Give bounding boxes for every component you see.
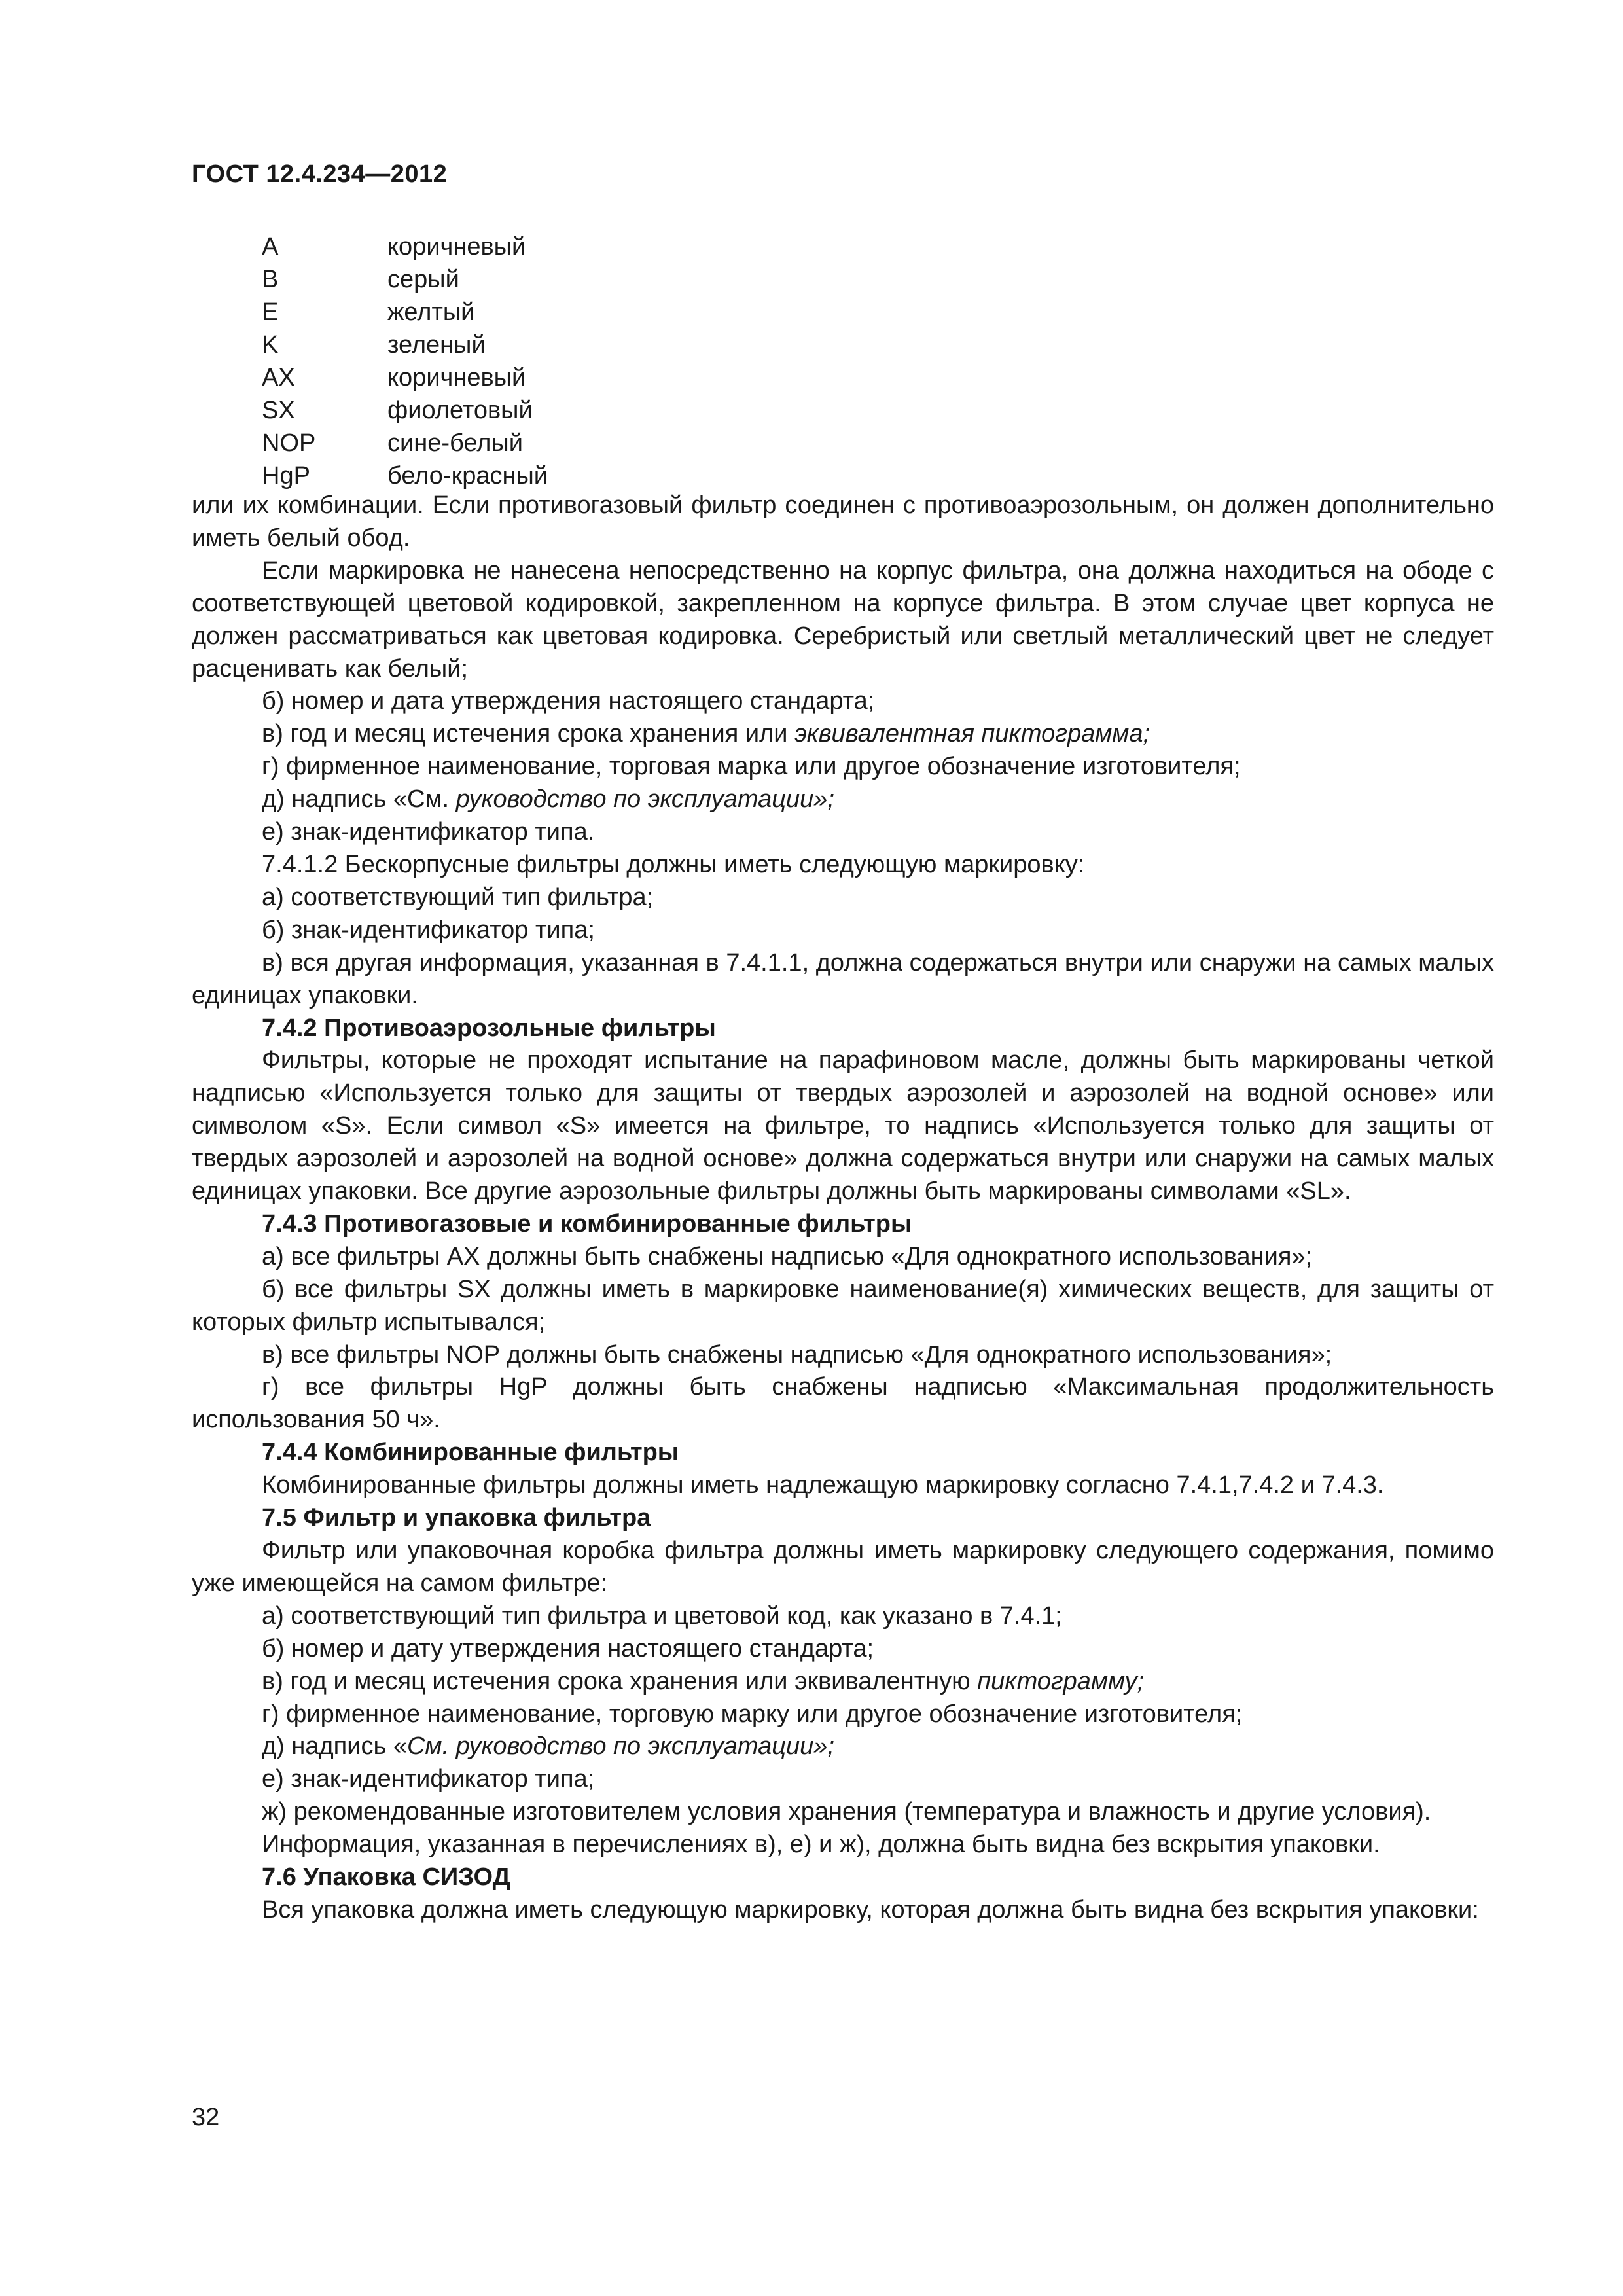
filter-color-name: коричневый: [387, 233, 526, 260]
list-item: г) фирменное наименование, торговая марка или другое обозначение изготовителя;: [262, 753, 1241, 781]
filter-type-code: NOP: [262, 429, 316, 457]
list-item: [192, 1666, 1494, 1698]
color-code-list: [262, 230, 548, 492]
list-item: б) номер и дата утверждения настоящего стандарта;: [262, 687, 875, 715]
paragraph: Фильтры, которые не проходят испытание на парафиновом масле, должны быть маркированы четкой надписью «Используется только для защиты от твердых аэрозолей и аэрозолей на водной основе» или символом «S». Если символ «S» имеется на фильтре, то надпись «Используется только для защиты от твердых аэрозолей и аэрозолей на водной основе» должна содержаться внутри или снаружи на самых малых единицах упаковки. Все другие аэрозольные фильтры должны быть маркированы символами «SL».: [192, 1047, 1494, 1206]
filter-type-code: E: [262, 298, 279, 326]
list-item-italic-text: См. руководство по эксплуатации»;: [406, 1732, 834, 1761]
filter-type-code: AX: [262, 364, 295, 391]
paragraph: Вся упаковка должна иметь следующую маркировку, которая должна быть видна без вскрытия упаковки:: [262, 1895, 1479, 1924]
list-item: [192, 1731, 1494, 1763]
color-code-row: [262, 263, 548, 296]
list-item: а) соответствующий тип фильтра;: [262, 883, 654, 911]
paragraph: Фильтр или упаковочная коробка фильтра должны иметь маркировку следующего содержания, помимо уже имеющейся на самом фильтре:: [192, 1537, 1494, 1597]
section-heading: 7.4.4 Комбинированные фильтры: [262, 1439, 679, 1467]
paragraph: Информация, указанная в перечислениях в), е) и ж), должна быть видна без вскрытия упаковки.: [262, 1831, 1380, 1859]
list-item-text: д) надпись «: [262, 1732, 407, 1761]
list-item-text: в) год и месяц истечения срока хранения или эквивалентную: [262, 1667, 978, 1695]
list-item: в) вся другая информация, указанная в 7.4.1.1, должна содержаться внутри или снаружи на самых малых единицах упаковки.: [192, 948, 1494, 1009]
list-item: е) знак-идентификатор типа;: [262, 1765, 595, 1793]
filter-type-code: A: [262, 233, 279, 260]
page-number: 32: [192, 2104, 220, 2131]
section-heading: 7.4.2 Противоаэрозольные фильтры: [262, 1014, 716, 1042]
filter-type-code: B: [262, 266, 279, 293]
color-code-row: [262, 361, 548, 394]
filter-type-code: K: [262, 331, 279, 359]
list-item-text: в) год и месяц истечения срока хранения или: [262, 720, 795, 748]
section-heading: 7.6 Упаковка СИЗОД: [262, 1863, 510, 1892]
document-body: [192, 490, 1494, 1927]
color-code-row: [262, 427, 548, 459]
color-code-row: [262, 230, 548, 263]
paragraph: Если маркировка не нанесена непосредственно на корпус фильтра, она должна находиться на ободе с соответствующей цветовой кодировкой, закрепленном на корпусе фильтра. В этом случае цвет корпуса не должен рассматриваться как цветовая кодировка. Серебристый или светлый металлический цвет не следует расценивать как белый;: [192, 556, 1494, 683]
list-item: е) знак-идентификатор типа.: [262, 818, 595, 846]
color-code-row: [262, 394, 548, 427]
document-header: ГОСТ 12.4.234—2012: [192, 160, 448, 188]
list-item: г) фирменное наименование, торговую марку или другое обозначение изготовителя;: [262, 1700, 1243, 1728]
list-item: [192, 783, 1494, 816]
color-code-row: [262, 459, 548, 492]
list-item: а) все фильтры AX должны быть снабжены надписью «Для однократного использования»;: [262, 1242, 1313, 1270]
list-item-italic-text: пиктограмму;: [977, 1667, 1145, 1695]
filter-color-name: бело-красный: [387, 462, 548, 490]
list-item: б) номер и дату утверждения настоящего стандарта;: [262, 1634, 874, 1662]
paragraph: Комбинированные фильтры должны иметь надлежащую маркировку согласно 7.4.1,7.4.2 и 7.4.3.: [262, 1471, 1384, 1499]
filter-color-name: коричневый: [387, 364, 526, 391]
list-item: в) все фильтры NOP должны быть снабжены надписью «Для однократного использования»;: [262, 1340, 1332, 1369]
list-item-text: д) надпись «См.: [262, 785, 456, 814]
section-heading: 7.5 Фильтр и упаковка фильтра: [262, 1504, 651, 1532]
list-item: г) все фильтры HgP должны быть снабжены надписью «Максимальная продолжительность использования 50 ч».: [192, 1373, 1494, 1434]
filter-color-name: серый: [387, 266, 459, 293]
paragraph: или их комбинации. Если противогазовый фильтр соединен с противоаэрозольным, он должен дополнительно иметь белый обод.: [192, 492, 1494, 552]
color-code-row: [262, 296, 548, 329]
list-item: а) соответствующий тип фильтра и цветовой код, как указано в 7.4.1;: [262, 1602, 1062, 1630]
list-item: б) все фильтры SX должны иметь в маркировке наименование(я) химических веществ, для защиты от которых фильтр испытывался;: [192, 1275, 1494, 1336]
filter-color-name: зеленый: [387, 331, 486, 359]
list-item-italic-text: руководство по эксплуатации»;: [455, 785, 834, 814]
filter-color-name: сине-белый: [387, 429, 523, 457]
section-heading: 7.4.3 Противогазовые и комбинированные фильтры: [262, 1210, 912, 1238]
filter-type-code: SX: [262, 397, 295, 424]
filter-color-name: желтый: [387, 298, 475, 326]
clause-paragraph: 7.4.1.2 Бескорпусные фильтры должны иметь следующую маркировку:: [262, 850, 1085, 878]
filter-color-name: фиолетовый: [387, 397, 533, 424]
list-item: ж) рекомендованные изготовителем условия хранения (температура и влажность и другие условия).: [262, 1798, 1431, 1826]
list-item-italic-text: эквивалентная пиктограмма;: [794, 720, 1150, 748]
list-item: б) знак-идентификатор типа;: [262, 916, 595, 944]
filter-type-code: HgP: [262, 462, 310, 490]
color-code-row: [262, 329, 548, 361]
list-item: [192, 718, 1494, 751]
